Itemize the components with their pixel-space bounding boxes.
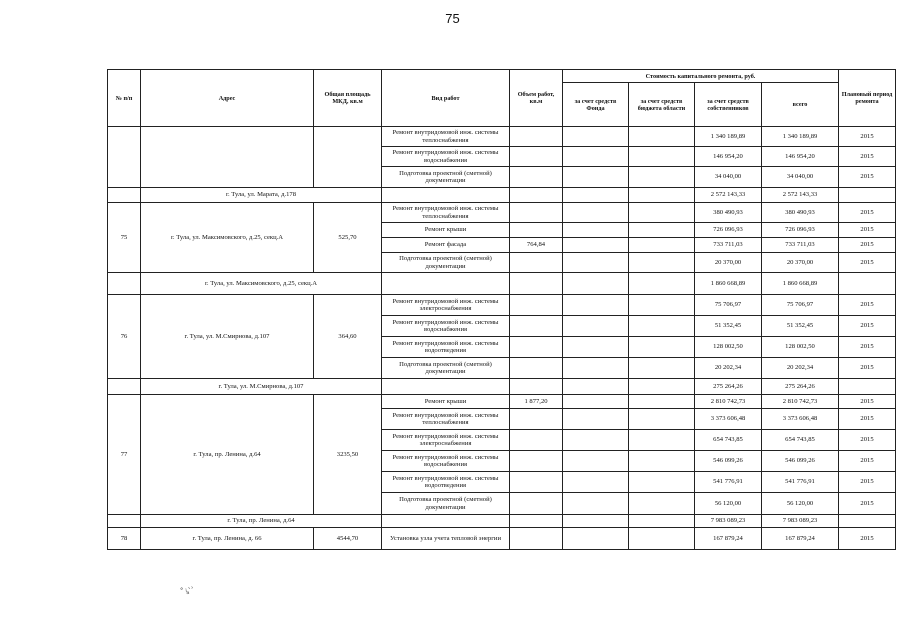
area-cell: 525,70 (314, 203, 382, 273)
table-row: Ремонт внутридомовой инж. системы электроснабжения 654 743,85 654 743,85 2015 (108, 430, 896, 451)
row-number: 75 (108, 203, 141, 273)
header-owners: за счет средств собственников (695, 83, 762, 127)
table-row: Ремонт внутридомовой инж. системы теплоснабжения 3 373 606,48 3 373 606,48 2015 (108, 409, 896, 430)
table-row: 77 г. Тула, пр. Ленина, д.64 3235,50 Ремонт крыши 1 877,20 2 810 742,73 2 810 742,73 2015 (108, 395, 896, 409)
table-row: 76 г. Тула, ул. М.Смирнова, д.107 364,60 Ремонт внутридомовой инж. системы электроснабжения 75 706,97 75 706,97 2015 (108, 295, 896, 316)
table-row: Ремонт внутридомовой инж. системы водоотведения 541 776,91 541 776,91 2015 (108, 472, 896, 493)
header-total: всего (762, 83, 839, 127)
table-row: Ремонт фасада 764,84 733 711,03 733 711,03 2015 (108, 238, 896, 253)
area-cell: 4544,70 (314, 528, 382, 550)
total-row: г. Тула, ул. Марата, д.178 2 572 143,33 2 572 143,33 (108, 188, 896, 203)
header-volume: Объем работ, кв.м (510, 70, 563, 127)
address-cell: г. Тула, пр. Ленина, д.64 (141, 395, 314, 515)
row-number: 77 (108, 395, 141, 515)
row-number: 76 (108, 295, 141, 379)
table-row: Подготовка проектной (сметной) документации 56 120,00 56 120,00 2015 (108, 493, 896, 515)
row-number: 78 (108, 528, 141, 550)
address-cell: г. Тула, ул. Максимовского, д.25, секц.А (141, 203, 314, 273)
total-row: г. Тула, ул. Максимовского, д.25, секц.А 1 860 668,89 1 860 668,89 (108, 273, 896, 295)
header-work-type: Вид работ (382, 70, 510, 127)
total-row: г. Тула, ул. М.Смирнова, д.107 275 264,26 275 264,26 (108, 379, 896, 395)
address-cell: г. Тула, пр. Ленина, д. 66 (141, 528, 314, 550)
table-row: 78 г. Тула, пр. Ленина, д. 66 4544,70 Установка узла учета тепловой энергии 167 879,24 167 879,24 2015 (108, 528, 896, 550)
address-cell: г. Тула, ул. М.Смирнова, д.107 (141, 295, 314, 379)
table-row: Подготовка проектной (сметной) документации 34 040,00 34 040,00 2015 (108, 167, 896, 188)
table-row: Ремонт внутридомовой инж. системы водоснабжения 51 352,45 51 352,45 2015 (108, 316, 896, 337)
header-num: № п/п (108, 70, 141, 127)
table-row: Ремонт внутридомовой инж. системы водоснабжения 546 099,26 546 099,26 2015 (108, 451, 896, 472)
header-fund: за счет средств Фонда (563, 83, 629, 127)
table-row: 75 г. Тула, ул. Максимовского, д.25, секц.А 525,70 Ремонт внутридомовой инж. системы теплоснабжения 380 490,93 380 490,93 2015 (108, 203, 896, 223)
table-row: Подготовка проектной (сметной) документации 20 370,00 20 370,00 2015 (108, 253, 896, 273)
page-number: 75 (445, 11, 460, 26)
header-address: Адрес (141, 70, 314, 127)
handwritten-mark: ˚ ͥₐ ̀ ͗ (179, 586, 195, 597)
header-cost-group: Стоимость капитального ремонта, руб. (563, 70, 839, 83)
header-area: Общая площадь МКД, кв.м (314, 70, 382, 127)
header-regional: за счет средств бюджета области (629, 83, 695, 127)
total-row: г. Тула, пр. Ленина, д.64 7 983 089,23 7 983 089,23 (108, 515, 896, 528)
table-row: Ремонт внутридомовой инж. системы теплоснабжения 1 340 189,89 1 340 189,89 2015 (108, 127, 896, 147)
table-row: Ремонт внутридомовой инж. системы водоотведения 128 002,50 128 002,50 2015 (108, 337, 896, 358)
table-row: Ремонт внутридомовой инж. системы водоснабжения 146 954,20 146 954,20 2015 (108, 147, 896, 167)
capital-repair-table (107, 69, 896, 550)
area-cell: 3235,50 (314, 395, 382, 515)
table-row: Ремонт крыши 726 096,93 726 096,93 2015 (108, 223, 896, 238)
area-cell: 364,60 (314, 295, 382, 379)
table-row: Подготовка проектной (сметной) документации 20 202,34 20 202,34 2015 (108, 358, 896, 379)
header-period: Плановый период ремонта (839, 70, 896, 127)
